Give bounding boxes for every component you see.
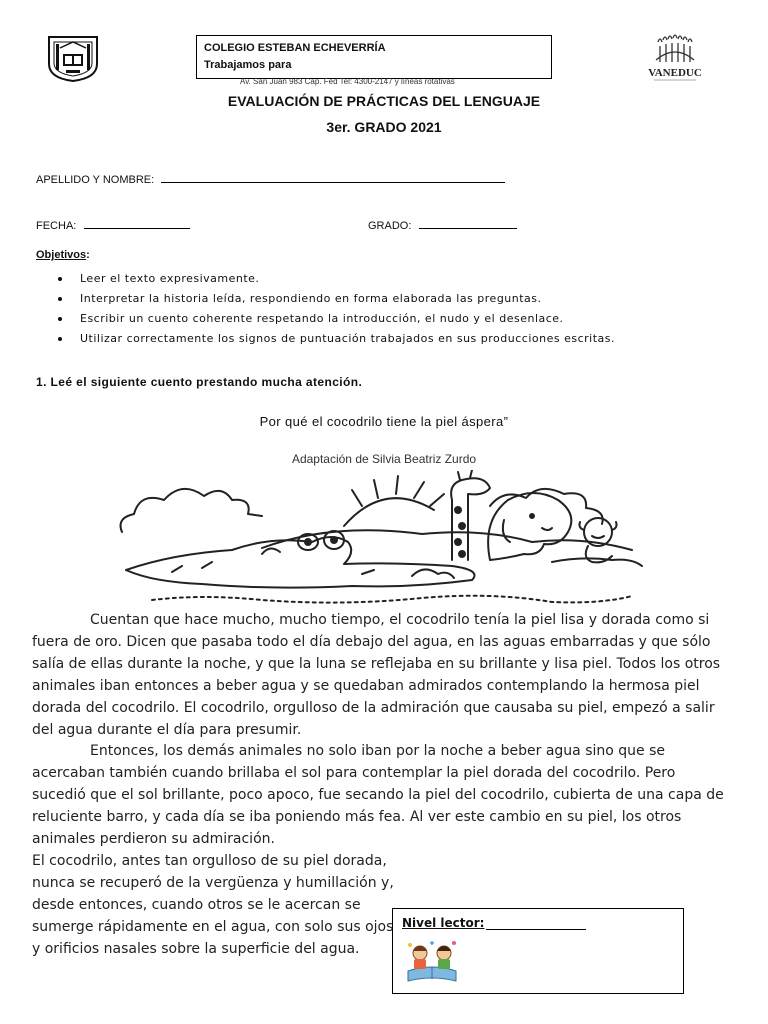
bullet-icon	[58, 337, 62, 341]
objective-item: Leer el texto expresivamente.	[58, 272, 698, 292]
story-author: Adaptación de Silvia Beatriz Zurdo	[291, 452, 477, 466]
objective-item: Escribir un cuento coherente respetando la introducción, el nudo y el desenlace.	[58, 312, 698, 332]
vaneduc-logo-text: VANEDUC	[648, 67, 702, 79]
grade-blank-line[interactable]	[419, 227, 517, 229]
grade-year-title: 3er. GRADO 2021	[326, 119, 442, 135]
cloud-icon	[121, 489, 263, 532]
objective-item: Interpretar la historia leída, respondiendo en forma elaborada las preguntas.	[58, 292, 698, 312]
reading-level-blank-line[interactable]	[486, 929, 586, 930]
vaneduc-logo	[636, 32, 714, 98]
bullet-icon	[58, 297, 62, 301]
elephant-icon	[488, 493, 571, 560]
school-address: Av. San Juan 983 Cap. Fed Tel: 4300-2147 y líneas rotativas	[240, 77, 455, 86]
school-motto: Trabajamos para	[204, 59, 292, 71]
crocodile-icon	[126, 537, 475, 588]
date-blank-line[interactable]	[84, 227, 190, 229]
crocodile-animals-illustration	[112, 470, 656, 612]
reading-level-label: Nivel lector:	[402, 916, 485, 930]
objective-item: Utilizar correctamente los signos de puntuación trabajados en sus producciones escritas.	[58, 332, 698, 352]
giraffe-icon	[451, 478, 490, 560]
objectives-colon: :	[86, 249, 90, 261]
date-field-row	[36, 216, 190, 234]
name-blank-line[interactable]	[161, 181, 505, 183]
story-paragraph: Entonces, los demás animales no solo iban por la noche a beber agua sino que se acercaban también cuando brillaba el sol para contemplar la piel dorada del cocodrilo. Pero sucedió que el sol brillante, poco apoco, fue secando la piel del cocodrilo, cubierta de una capa de reluciente barro, y cada día se iba poniendo más fea. Al ver este cambio en su piel, los otros animales perdieron su admiración.	[32, 743, 724, 848]
kids-reading-icon	[402, 937, 462, 983]
school-name: COLEGIO ESTEBAN ECHEVERRÍA	[204, 42, 386, 54]
bullet-icon	[58, 277, 62, 281]
name-label: APELLIDO Y NOMBRE:	[36, 174, 155, 186]
date-label: FECHA:	[36, 220, 77, 232]
grade-field-row	[368, 216, 517, 234]
bullet-icon	[58, 317, 62, 321]
grade-label: GRADO:	[368, 220, 412, 232]
story-paragraph: El cocodrilo, antes tan orgulloso de su piel dorada, nunca se recuperó de la vergüenza y humillación y, desde entonces, cuando otros se le acercan se sumerge rápidamente en el agua, con solo sus ojos y orificios nasales sobre la superficie del agua.	[32, 852, 394, 957]
story-paragraph: Cuentan que hace mucho, mucho tiempo, el cocodrilo tenía la piel lisa y dorada como si fuera de oro. Dicen que pasaba todo el día debajo del agua, en las aguas embarradas y que sólo salía de ellas durante la noche, y que la luna se reflejaba en su brillante y lisa piel. Todos los otros animales iban entonces a beber agua y se quedaban admirados contemplando la hermosa piel dorada del cocodrilo. El cocodrilo, orgulloso de la admiración que causaba su piel, empezó a salir del agua durante el día para presumir.	[32, 612, 721, 738]
instruction-text: 1. Leé el siguiente cuento prestando mucha atención.	[36, 375, 363, 389]
sun-icon	[344, 498, 434, 526]
evaluation-title: EVALUACIÓN DE PRÁCTICAS DEL LENGUAJE	[227, 93, 541, 109]
story-title: Por qué el cocodrilo tiene la piel áspera”	[259, 414, 509, 429]
name-field-row	[36, 170, 505, 188]
objectives-heading	[36, 249, 90, 261]
objectives-title: Objetivos	[36, 249, 87, 261]
objectives-list	[58, 272, 698, 352]
school-crest-logo	[46, 34, 100, 82]
